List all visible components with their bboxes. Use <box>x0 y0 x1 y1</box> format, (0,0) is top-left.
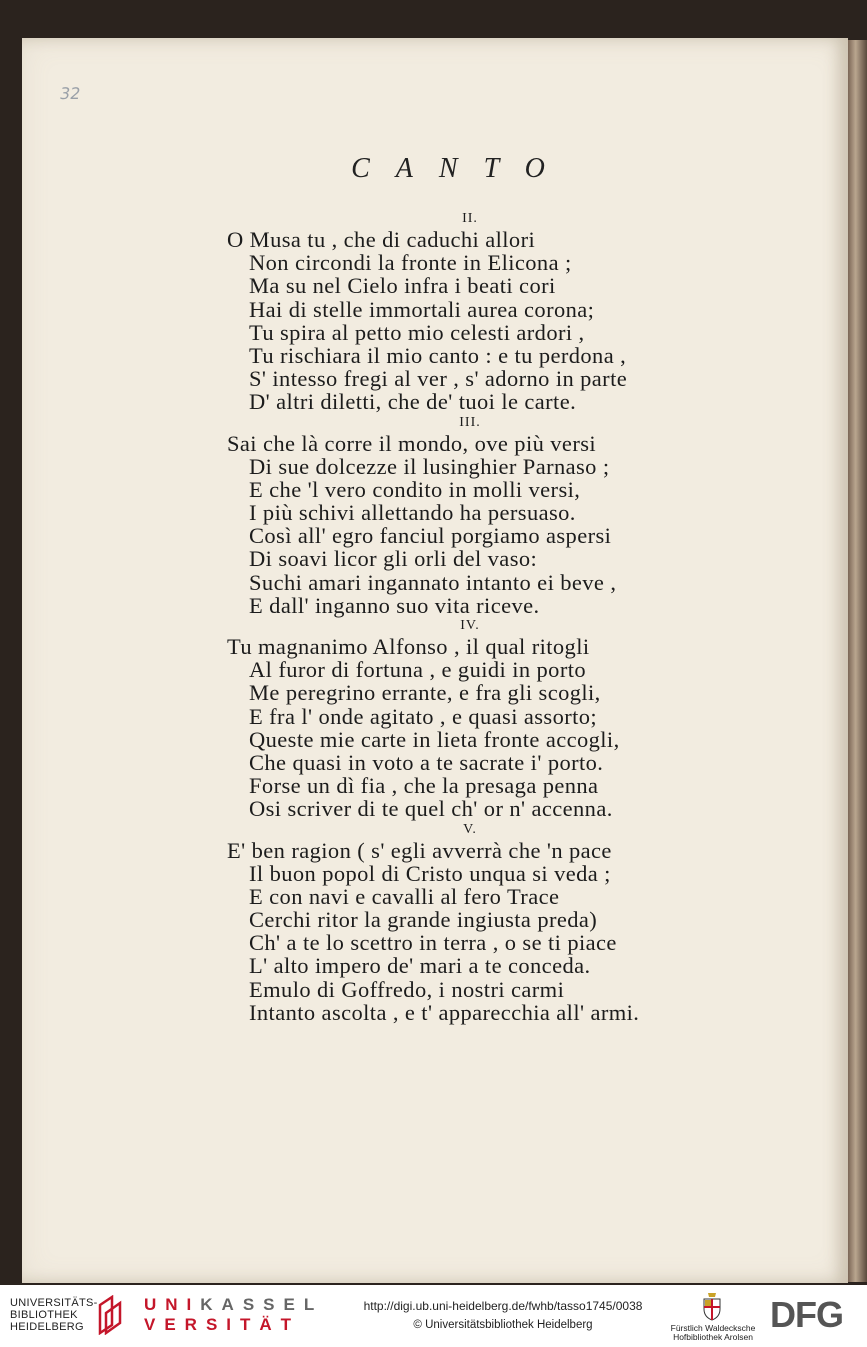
verse-line: Tu rischiara il mio canto : e tu perdona , <box>249 342 627 368</box>
ub-logo-line: UNIVERSITÄTS- <box>10 1297 98 1309</box>
verse-line: Forse un dì fia , che la presaga penna <box>249 773 599 799</box>
verse-line: I più schivi allettando ha persuaso. <box>249 500 576 526</box>
ub-heidelberg-logo[interactable] <box>10 1297 98 1333</box>
copyright-text: © Universitätsbibliothek Heidelberg <box>413 1319 593 1331</box>
verse-line: Che quasi in voto a te sacrate i' porto. <box>249 749 604 775</box>
ub-logo-line: HEIDELBERG <box>10 1321 84 1333</box>
verse-line: Intanto ascolta , e t' apparecchia all' armi. <box>249 999 640 1025</box>
verse-line: Cerchi ritor la grande ingiusta preda) <box>249 907 598 933</box>
verse-line: Il buon popol di Cristo unqua si veda ; <box>249 860 611 886</box>
verse-line: Tu magnanimo Alfonso , il qual ritogli <box>227 634 590 659</box>
canto-heading: CANTO <box>351 153 571 184</box>
verse-line: Ma su nel Cielo infra i beati cori <box>249 273 556 299</box>
verse-line: Tu spira al petto mio celesti ardori , <box>249 319 585 345</box>
stanza-number: V. <box>463 821 477 837</box>
arolsen-library-logo[interactable] <box>664 1324 762 1342</box>
verse-line: Ch' a te lo scettro in terra , o se ti piace <box>249 930 617 956</box>
waldeck-crest-icon <box>702 1291 722 1321</box>
stanza-number: II. <box>462 211 478 226</box>
book-edge <box>848 40 867 1282</box>
verse-line: Sai che là corre il mondo, ove più versi <box>227 430 597 456</box>
verse-line: Non circondi la fronte in Elicona ; <box>249 250 572 276</box>
verse-line: O Musa tu , che di caduchi allori <box>227 227 536 252</box>
permalink-url[interactable]: http://digi.ub.uni-heidelberg.de/fwhb/tasso1745/0038 <box>363 1299 643 1313</box>
verse-line: Di soavi licor gli orli del vaso: <box>249 546 538 572</box>
verse-line: E dall' inganno suo vita riceve. <box>249 592 540 618</box>
verse-line: E che 'l vero condito in molli versi, <box>249 476 581 502</box>
verse-line: Al furor di fortuna , e guidi in porto <box>249 657 587 683</box>
verse-line: E con navi e cavalli al fero Trace <box>249 883 560 909</box>
stanza-number: III. <box>459 414 481 430</box>
book-page <box>22 38 848 1283</box>
kassel-versitat-text: VERSITÄT <box>144 1315 301 1334</box>
arolsen-line: Hofbibliothek Arolsen <box>673 1332 753 1342</box>
verse-line: Me peregrino errante, e fra gli scogli, <box>249 680 601 706</box>
stanza-number: IV. <box>460 618 480 633</box>
verse-line: Di sue dolcezze il lusinghier Parnaso ; <box>249 453 610 479</box>
verse-line: S' intesso fregi al ver , s' adorno in parte <box>249 366 628 392</box>
verse-line: Così all' egro fanciul porgiamo aspersi <box>249 523 612 549</box>
ub-logo-line: BIBLIOTHEK <box>10 1309 78 1321</box>
dfg-logo[interactable]: DFG <box>770 1294 843 1335</box>
kassel-uni-text: UNI <box>144 1295 201 1314</box>
verse-line: L' alto impero de' mari a te conceda. <box>249 953 591 979</box>
kassel-name-text: KASSEL <box>200 1295 324 1314</box>
ub-logo-mark-icon <box>96 1295 124 1335</box>
footer-bar <box>0 1285 867 1347</box>
verse-line: E fra l' onde agitato , e quasi assorto; <box>249 703 598 729</box>
verse-line: Queste mie carte in lieta fronte accogli, <box>249 726 620 752</box>
uni-kassel-logo[interactable] <box>144 1295 323 1335</box>
verse-line: D' altri diletti, che de' tuoi le carte. <box>249 389 577 415</box>
page-number: 32 <box>58 84 83 103</box>
verse-line: Emulo di Goffredo, i nostri carmi <box>249 976 565 1002</box>
verse-line: E' ben ragion ( s' egli avverrà che 'n pace <box>227 837 612 863</box>
verse-line: Hai di stelle immortali aurea corona; <box>249 296 595 322</box>
poem-text <box>227 210 747 1024</box>
arolsen-line: Fürstlich Waldecksche <box>670 1323 756 1333</box>
verse-line: Suchi amari ingannato intanto ei beve , <box>249 569 617 595</box>
verse-line: Osi scriver di te quel ch' or n' accenna. <box>249 796 613 822</box>
